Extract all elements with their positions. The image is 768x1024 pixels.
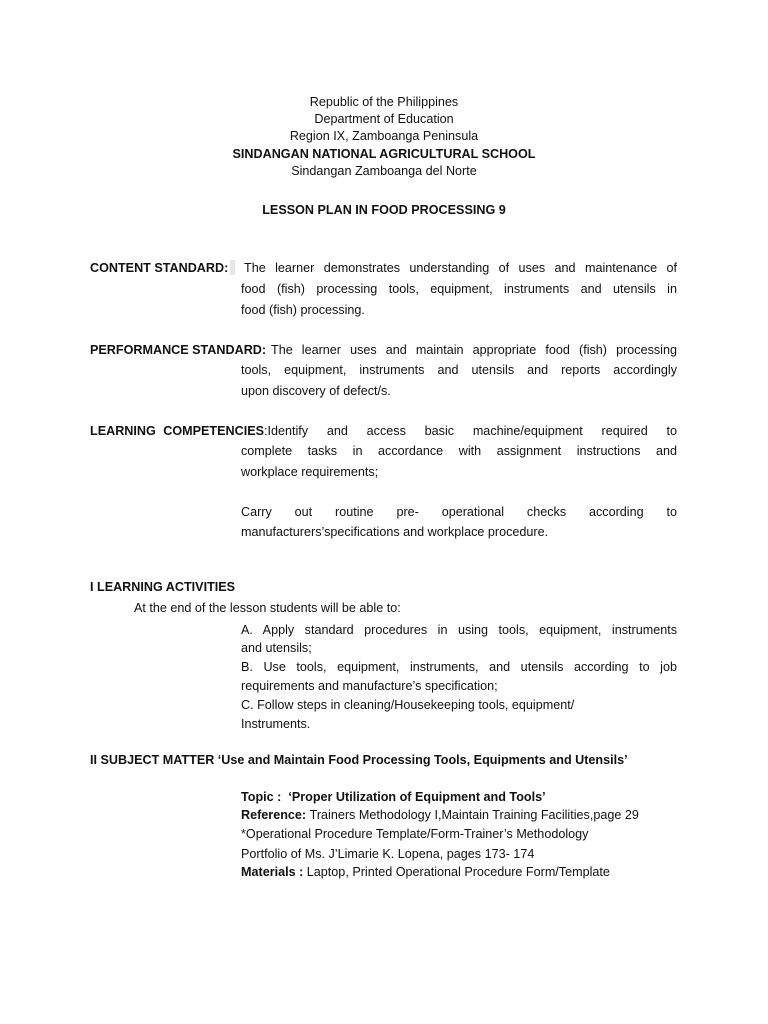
reference-value: Trainers Methodology I,Maintain Training Facilities,page 29 bbox=[309, 808, 639, 822]
learning-competencies-line-5: manufacturers’specifications and workplace procedure. bbox=[241, 525, 549, 539]
performance-standard-line-2: tools, equipment, instruments and utensils and reports accordingly bbox=[241, 363, 677, 377]
reference-line-2: *Operational Procedure Template/Form-Trainer’s Methodology bbox=[241, 827, 589, 841]
header-department: Department of Education bbox=[314, 112, 454, 126]
reference-line-3: Portfolio of Ms. J’Limarie K. Lopena, pages 173- 174 bbox=[241, 847, 535, 861]
header-region: Region IX, Zamboanga Peninsula bbox=[289, 129, 479, 143]
learning-competencies-line-3: workplace requirements; bbox=[241, 465, 379, 479]
materials-line bbox=[241, 864, 610, 880]
activity-item-b-line-2: requirements and manufacture’s specification; bbox=[241, 679, 498, 693]
text-cursor-highlight bbox=[230, 260, 235, 275]
performance-standard-line-3: upon discovery of defect/s. bbox=[241, 384, 391, 398]
activity-item-c-line-2: Instruments. bbox=[241, 717, 311, 731]
subject-matter-heading: II SUBJECT MATTER ‘Use and Maintain Food Processing Tools, Equipments and Utensils’ bbox=[90, 753, 628, 767]
content-standard-line-2: food (fish) processing tools, equipment, instruments and utensils in bbox=[241, 282, 677, 296]
materials-value: Laptop, Printed Operational Procedure Form/Template bbox=[306, 865, 610, 879]
learning-activities-heading: I LEARNING ACTIVITIES bbox=[90, 580, 236, 594]
topic-label: Topic : bbox=[241, 790, 282, 804]
document-title: LESSON PLAN IN FOOD PROCESSING 9 bbox=[262, 203, 506, 217]
activity-item-b-line-1: B. Use tools, equipment, instruments, and utensils according to job bbox=[241, 660, 677, 674]
learning-competencies-label: LEARNING COMPETENCIES bbox=[90, 424, 264, 438]
header-republic: Republic of the Philippines bbox=[309, 95, 459, 109]
content-standard-line-1: The learner demonstrates understanding of uses and maintenance of bbox=[244, 261, 677, 275]
topic-value: ‘Proper Utilization of Equipment and Tools’ bbox=[288, 790, 546, 804]
content-standard-label: CONTENT STANDARD: bbox=[90, 260, 235, 276]
content-standard-line-3: food (fish) processing. bbox=[241, 303, 365, 317]
materials-label: Materials : bbox=[241, 865, 304, 879]
performance-standard-label: PERFORMANCE STANDARD: bbox=[90, 343, 267, 357]
activity-item-a-line-1: A. Apply standard procedures in using tools, equipment, instruments bbox=[241, 623, 677, 637]
topic-line bbox=[241, 789, 546, 805]
learning-activities-intro: At the end of the lesson students will be able to: bbox=[134, 601, 401, 615]
header-location: Sindangan Zamboanga del Norte bbox=[291, 164, 477, 178]
activity-item-a-line-2: and utensils; bbox=[241, 641, 312, 655]
activity-item-c-line-1: C. Follow steps in cleaning/Housekeeping tools, equipment/ bbox=[241, 698, 575, 712]
learning-competencies-line-4: Carry out routine pre- operational checks according to bbox=[241, 505, 677, 519]
header-school: SINDANGAN NATIONAL AGRICULTURAL SCHOOL bbox=[232, 147, 536, 161]
reference-line bbox=[241, 807, 639, 823]
performance-standard-line-1: The learner uses and maintain appropriate food (fish) processing bbox=[271, 343, 677, 357]
reference-label: Reference: bbox=[241, 808, 307, 822]
learning-competencies-line-2: complete tasks in accordance with assignment instructions and bbox=[241, 444, 677, 458]
learning-competencies-line-1: :Identify and access basic machine/equipment required to bbox=[264, 424, 677, 438]
